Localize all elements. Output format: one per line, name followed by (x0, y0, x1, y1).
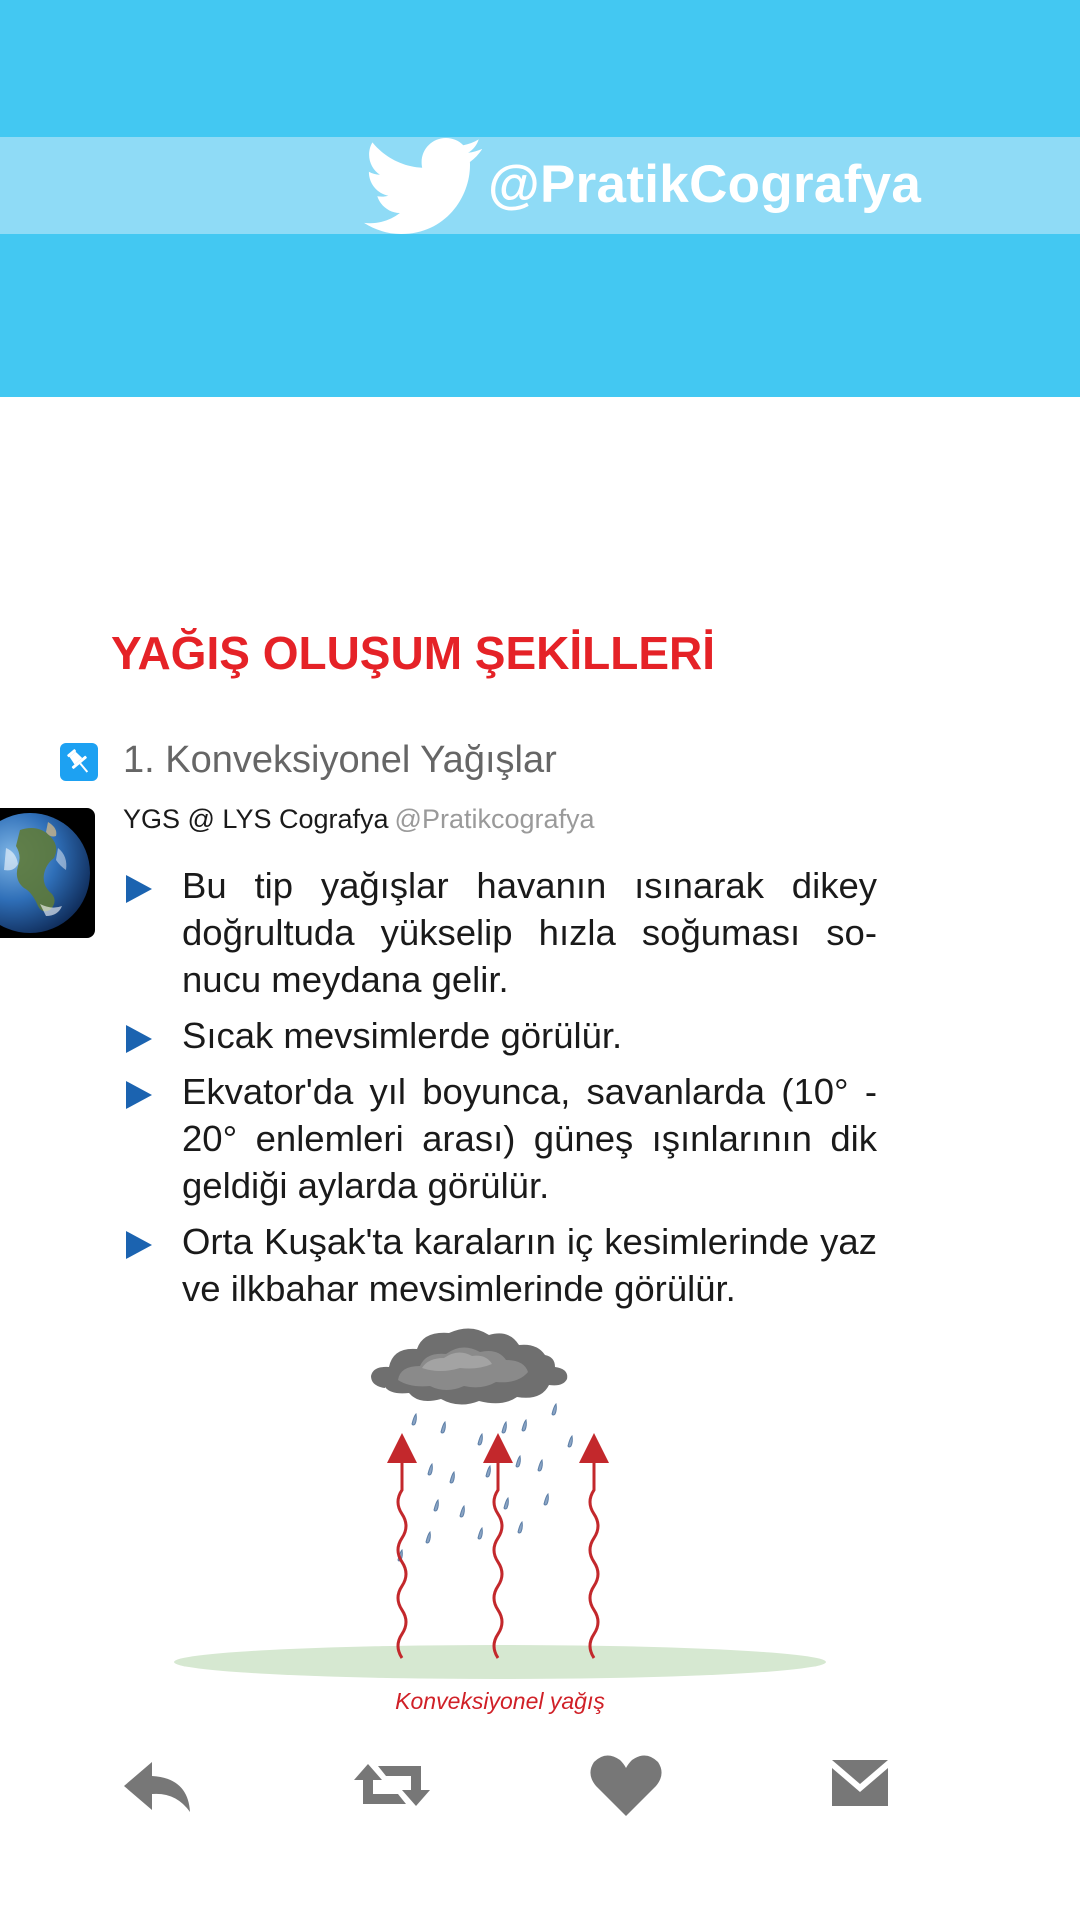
list-item (122, 1068, 877, 1209)
ground-ellipse (174, 1645, 826, 1679)
rain-drops (398, 1404, 572, 1561)
bullet-arrow-icon (126, 1231, 152, 1259)
page-title: YAĞIŞ OLUŞUM ŞEKİLLERİ (111, 627, 716, 679)
bullet-list (122, 862, 877, 1321)
bullet-text: Orta Kuşak'ta karaların iç kesimlerinde yaz ve ilkbahar mevsimlerinde görülür. (182, 1221, 877, 1309)
bullet-arrow-icon (126, 875, 152, 903)
bullet-arrow-icon (126, 1081, 152, 1109)
author-line (123, 806, 595, 833)
retweet-icon[interactable] (352, 1750, 432, 1820)
bullet-arrow-icon (126, 1025, 152, 1053)
reply-icon[interactable] (118, 1750, 198, 1820)
envelope-icon[interactable] (820, 1750, 900, 1820)
action-bar (0, 1750, 1080, 1820)
post-subtitle: 1. Konveksiyonel Yağışlar (123, 739, 557, 781)
header-handle[interactable]: @PratikCografya (488, 155, 922, 214)
heart-icon[interactable] (586, 1750, 666, 1820)
bullet-text: Sıcak mevsimlerde görülür. (182, 1015, 623, 1056)
author-handle[interactable]: @Pratikcografya (394, 804, 595, 834)
illustration-caption: Konveksiyonel yağış (395, 1688, 605, 1714)
cloud-icon (371, 1328, 567, 1404)
avatar[interactable] (0, 808, 95, 938)
author-name[interactable]: YGS @ LYS Cografya (123, 804, 389, 834)
twitter-bird-icon (364, 138, 482, 234)
convection-rain-illustration (160, 1310, 840, 1700)
list-item (122, 1012, 877, 1059)
earth-avatar-image (0, 808, 95, 938)
bullet-text: Ekvator'da yıl boyunca, savanlarda (10° - 20° enlemleri arası) güneş ışınlarının dik geldiği aylarda görülür. (182, 1071, 877, 1206)
list-item (122, 1218, 877, 1312)
bullet-text: Bu tip yağışlar havanın ısınarak dikey doğrultuda yükselip hızla soğuması so-nucu meydana gelir. (182, 865, 877, 1000)
rising-air-arrows (398, 1448, 598, 1658)
list-item (122, 862, 877, 1003)
pin-icon (60, 743, 98, 781)
